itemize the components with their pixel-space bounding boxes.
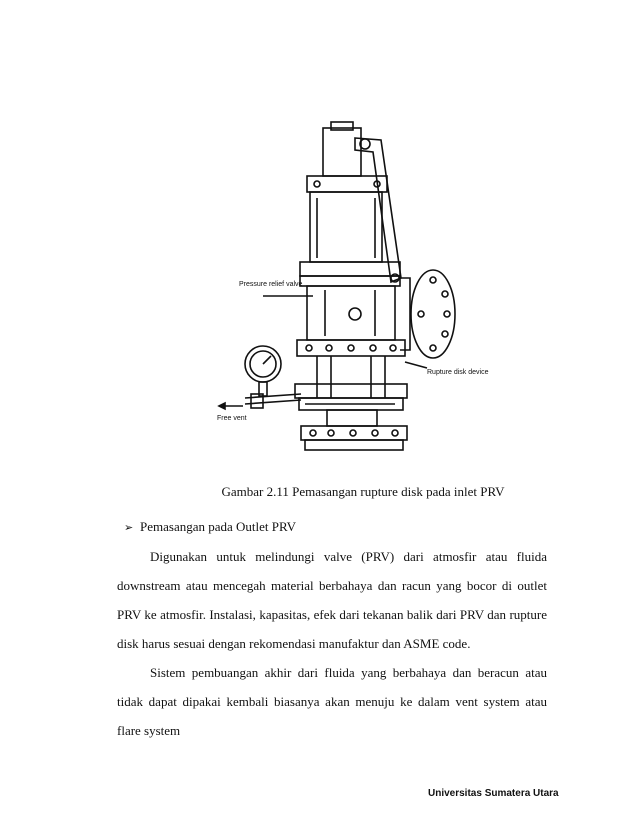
inlet-flange (301, 426, 407, 440)
bullet-text: Pemasangan pada Outlet PRV (140, 519, 297, 534)
bullet-item (124, 519, 296, 535)
rupture-disk-holder (295, 384, 407, 398)
valve-bonnet (310, 192, 382, 262)
callout-prv: Pressure relief valve (239, 281, 303, 288)
arrow-bullet-icon: ➢ (124, 521, 134, 534)
valve-body (307, 286, 395, 340)
paragraph-2: Sistem pembuangan akhir dari fluida yang berbahaya dan beracun atau tidak dapat dipakai kembali biasanya akan menuju ke dalam vent system atau flare system (117, 665, 547, 738)
valve-lever (355, 138, 401, 282)
valve-cap (323, 128, 361, 176)
paragraph-1: Digunakan untuk melindungi valve (PRV) dari atmosfir atau fluida downstream atau mencegah material berbahaya dan racun yang bocor di outlet PRV ke atmosfir. Instalasi, kapasitas, efek dari tekanan balik dari PRV dan rupture disk harus sesuai dengan rekomendasi manufaktur dan ASME code. (117, 549, 547, 651)
page-footer: Universitas Sumatera Utara (428, 788, 559, 799)
valve-drawing (205, 118, 489, 463)
callout-rupture: Rupture disk device (427, 369, 489, 376)
callout-vent: Free vent (217, 415, 247, 422)
figure-caption: Gambar 2.11 Pemasangan rupture disk pada inlet PRV (221, 484, 505, 499)
prv-rupture-disk-figure (205, 118, 489, 463)
